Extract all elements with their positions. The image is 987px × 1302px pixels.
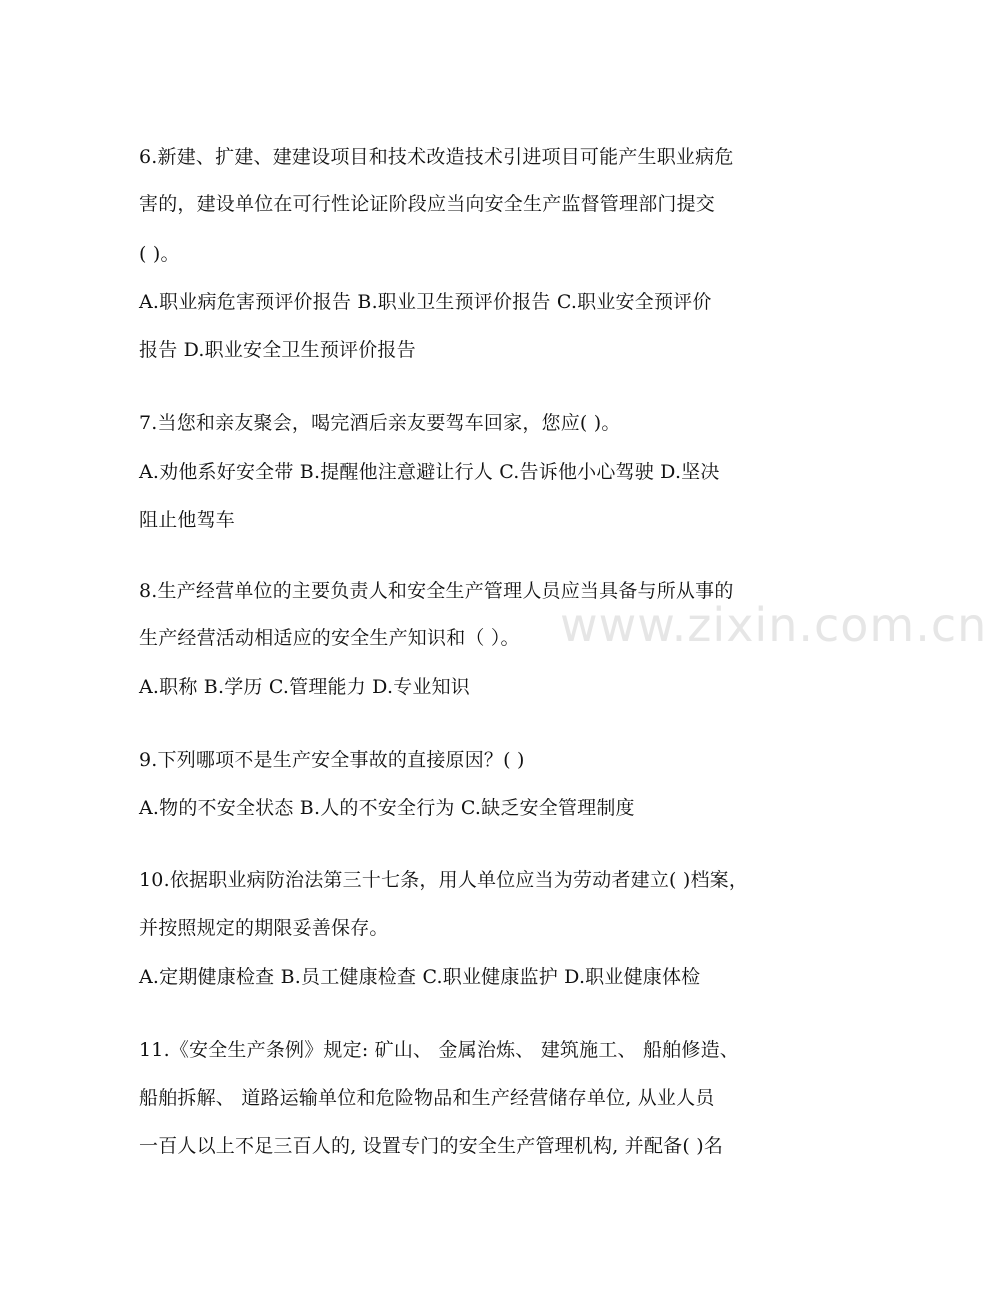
q11-stem-line-1: 11.《安全生产条例》规定: 矿山、 金属治炼、 建筑施工、 船舶修造、 [139, 1039, 739, 1061]
q7-options-line-2: 阻止他驾车 [139, 509, 236, 531]
q7-options-line-1: A.劝他系好安全带 B.提醒他注意避让行人 C.告诉他小心驾驶 D.坚决 [139, 461, 720, 483]
q9-options-line-1: A.物的不安全状态 B.人的不安全行为 C.缺乏安全管理制度 [139, 797, 635, 819]
q11-stem-line-2: 船舶拆解、 道路运输单位和危险物品和生产经营储存单位, 从业人员 [139, 1087, 715, 1109]
q10-options-line-1: A.定期健康检查 B.员工健康检查 C.职业健康监护 D.职业健康体检 [139, 966, 701, 988]
q6-stem-line-1: 6.新建、扩建、建建设项目和技术改造技术引进项目可能产生职业病危 [139, 146, 734, 168]
q11-stem-line-3: 一百人以上不足三百人的, 设置专门的安全生产管理机构, 并配备( )名 [139, 1135, 724, 1157]
q6-stem-line-2: 害的，建设单位在可行性论证阶段应当向安全生产监督管理部门提交 [139, 193, 716, 215]
q6-stem-line-3: ( )。 [139, 243, 180, 265]
watermark: www.zixin.com.cn [560, 598, 987, 652]
q10-stem-line-2: 并按照规定的期限妥善保存。 [139, 917, 389, 939]
q8-stem-line-2: 生产经营活动相适应的安全生产知识和（ ）。 [139, 627, 520, 649]
q9-stem-line-1: 9.下列哪项不是生产安全事故的直接原因？( ) [139, 749, 525, 771]
q6-options-line-1: A.职业病危害预评价报告 B.职业卫生预评价报告 C.职业安全预评价 [139, 291, 712, 313]
q8-options-line-1: A.职称 B.学历 C.管理能力 D.专业知识 [139, 676, 470, 698]
q10-stem-line-1: 10.依据职业病防治法第三十七条，用人单位应当为劳动者建立( )档案， [139, 869, 749, 891]
q6-options-line-2: 报告 D.职业安全卫生预评价报告 [139, 339, 416, 361]
q8-stem-line-1: 8.生产经营单位的主要负责人和安全生产管理人员应当具备与所从事的 [139, 580, 734, 602]
q7-stem-line-1: 7.当您和亲友聚会，喝完酒后亲友要驾车回家，您应( )。 [139, 412, 621, 434]
